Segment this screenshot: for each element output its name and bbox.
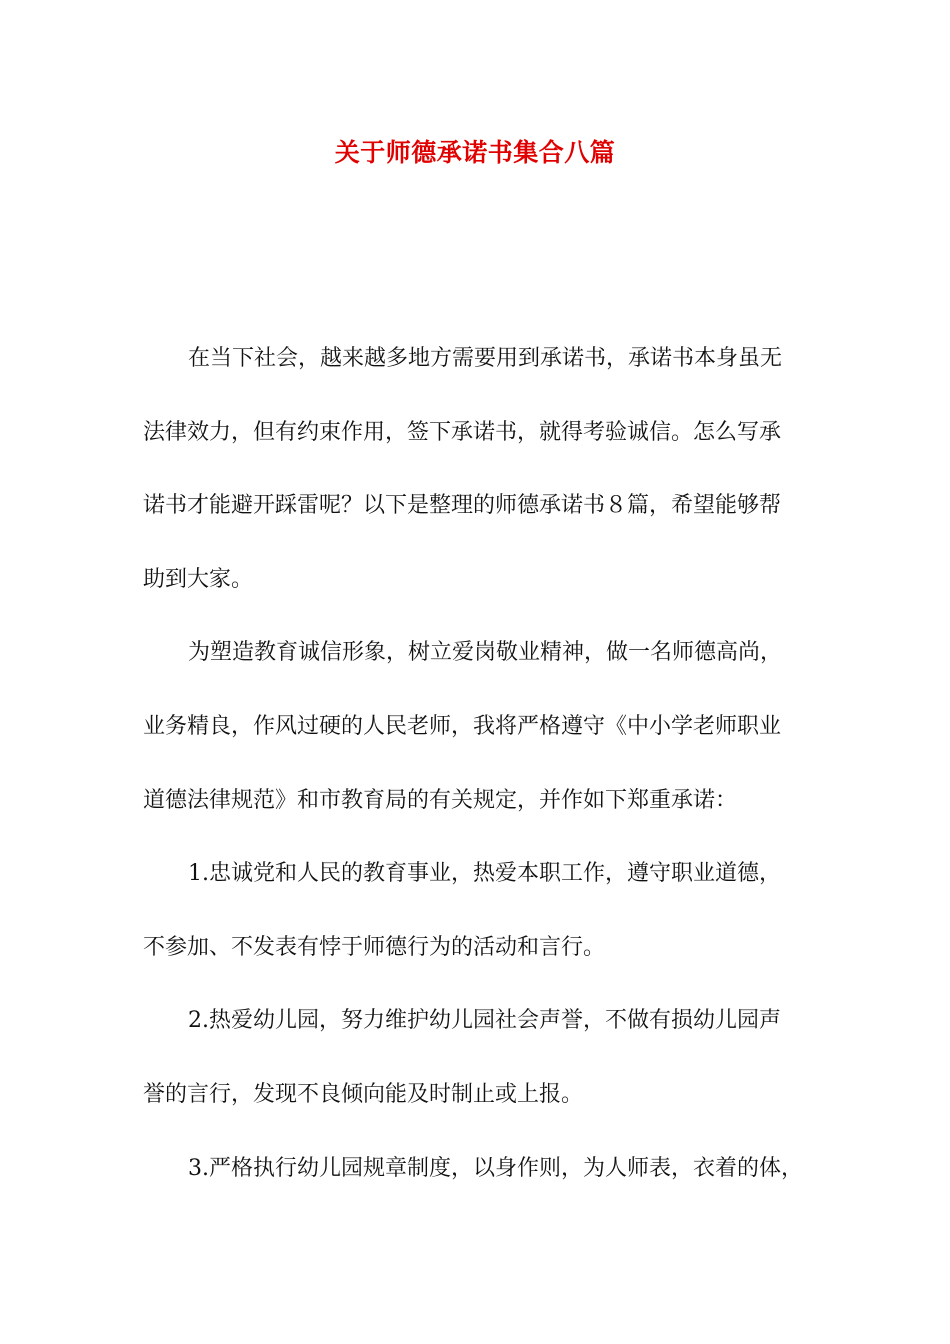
text-line: 在当下社会，越来越多地方需要用到承诺书，承诺书本身虽无 [188, 346, 783, 371]
text-line: 诺书才能避开踩雷呢？以下是整理的师德承诺书８篇，希望能够帮 [143, 493, 782, 519]
pledge-item-1 [143, 837, 810, 984]
text-line: 法律效力，但有约束作用，签下承诺书，就得考验诚信。怎么写承 [143, 419, 782, 445]
pledge-item-3 [143, 1132, 810, 1206]
text-line: 不参加、不发表有悖于师德行为的活动和言行。 [143, 934, 606, 960]
paragraph-intro [143, 322, 810, 616]
text-line: 3.严格执行幼儿园规章制度，以身作则，为人师表，衣着的体， [188, 1155, 803, 1181]
text-line: 誉的言行，发现不良倾向能及时制止或上报。 [143, 1081, 584, 1107]
text-line: 为塑造教育诚信形象，树立爱岗敬业精神，做一名师德高尚， [188, 640, 783, 666]
document-body [143, 322, 810, 1205]
text-line: 道德法律规范》和市教育局的有关规定，并作如下郑重承诺： [143, 787, 738, 813]
paragraph-pledge-preamble [143, 616, 810, 837]
text-line: 业务精良，作风过硬的人民老师，我将严格遵守《中小学老师职业 [143, 713, 782, 739]
document-title: 关于师德承诺书集合八篇 [334, 138, 616, 167]
text-line: 助到大家。 [143, 566, 254, 592]
text-line: 1.忠诚党和人民的教育事业，热爱本职工作，遵守职业道德， [188, 861, 781, 887]
pledge-item-2 [143, 984, 810, 1131]
text-line: 2.热爱幼儿园，努力维护幼儿园社会声誉，不做有损幼儿园声 [188, 1008, 781, 1034]
